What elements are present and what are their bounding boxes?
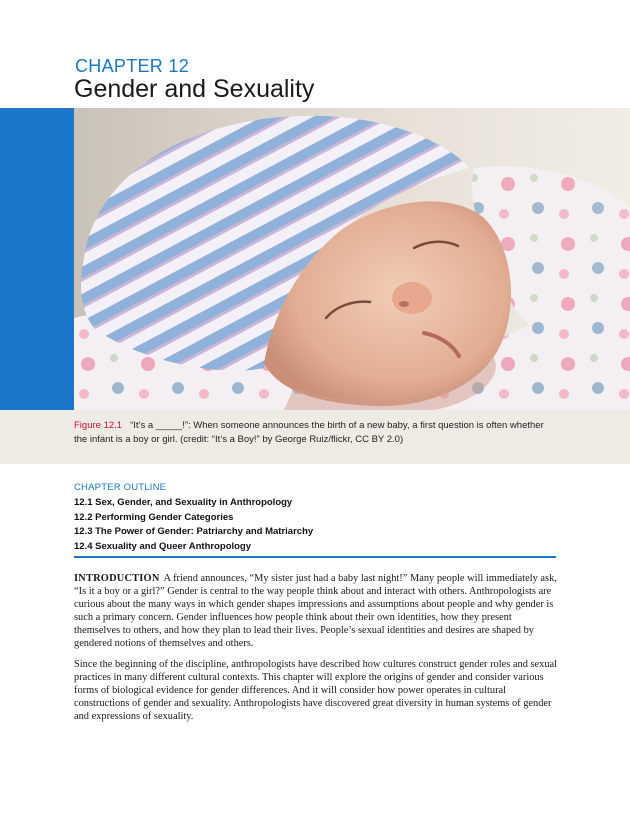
intro-lead: INTRODUCTION: [74, 573, 160, 584]
figure-number: Figure 12.1: [74, 420, 123, 431]
hero-photo: [74, 108, 630, 410]
body-paragraph: Since the beginning of the discipline, anthropologists have described how cultures construct gender roles and sexual practices in many different cultural contexts. This chapter will explore the origins of gender and consider various forms of biological evidence for gender differences. And it will consider how power operates in cultural constructions of gender and sexuality. Anthropologists have discovered great diversity in human systems of gender and expressions of sexuality.: [74, 658, 558, 722]
outline-item: 12.4 Sexuality and Queer Anthropology: [74, 540, 252, 552]
chapter-title: Gender and Sexuality: [74, 75, 315, 103]
outline-item: 12.2 Performing Gender Categories: [74, 511, 234, 523]
outline-divider: [74, 556, 556, 558]
chapter-outline: [74, 496, 313, 554]
figure-caption: [74, 419, 554, 447]
accent-bar: [0, 108, 74, 410]
intro-paragraph: [74, 572, 558, 651]
outline-item: 12.1 Sex, Gender, and Sexuality in Anthropology: [74, 497, 293, 508]
outline-heading: CHAPTER OUTLINE: [74, 482, 167, 493]
chapter-label: CHAPTER 12: [75, 56, 190, 76]
intro-text: A friend announces, “My sister just had a baby last night!” Many people will immediately ask, “Is it a boy or a girl?” Gender is central to the way people think about and interact with others. Anthropologists are curious about the many ways in which gender shapes impressions and assumptions about people and why gender is such a primary concern. Gender influences how people think about their own identities, how they present themselves to others, and how they plan to lead their lives. People’s sexual identities and desires are shaped by gendered notions of themselves and others.: [74, 573, 557, 650]
body-text: [74, 572, 558, 730]
figure-caption-text: “It’s a _____!”: When someone announces the birth of a new baby, a first question is often whether the infant is a boy or girl. (credit: “It’s a Boy!” by George Ruiz/flickr, CC BY 2.0): [74, 420, 544, 445]
outline-item: 12.3 The Power of Gender: Patriarchy and Matriarchy: [74, 526, 314, 537]
